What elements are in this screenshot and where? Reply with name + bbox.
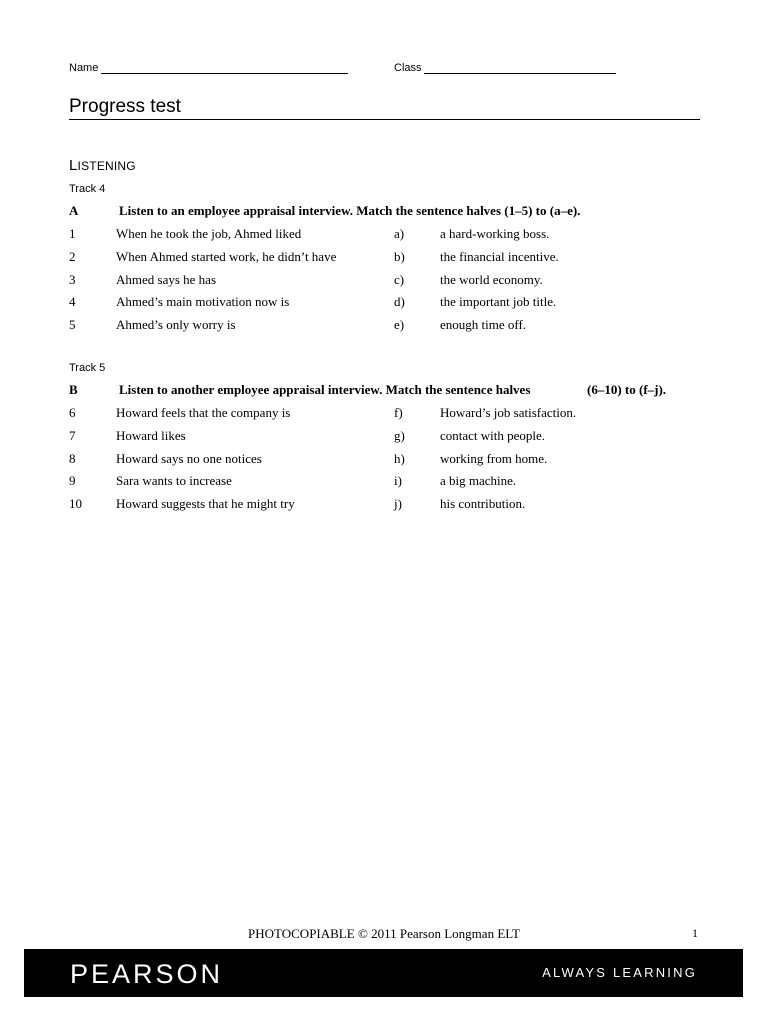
- item-letter: g): [394, 427, 405, 443]
- item-stem: When he took the job, Ahmed liked: [116, 226, 302, 241]
- item-number: 3: [69, 271, 76, 287]
- list-item: [0, 428, 768, 448]
- item-ending: the world economy.: [440, 271, 543, 287]
- list-item: [0, 405, 768, 425]
- item-letter: c): [394, 271, 405, 287]
- item-ending: the financial incentive.: [440, 248, 559, 264]
- copyright-text: PHOTOCOPIABLE © 2011 Pearson Longman ELT: [248, 926, 520, 941]
- item-stem: Howard suggests that he might try: [116, 496, 295, 512]
- item-ending: enough time off.: [440, 317, 527, 333]
- item-number: 5: [69, 317, 76, 333]
- task-instruction-b-range: (6–10) to (f–j).: [587, 382, 667, 397]
- item-ending: contact with people.: [440, 427, 546, 443]
- section-heading-cap: L: [69, 157, 78, 174]
- item-stem: When Ahmed started work, he didn’t have: [116, 248, 337, 264]
- page-number: 1: [692, 926, 698, 940]
- item-number: 8: [69, 450, 76, 466]
- list-item: [0, 249, 768, 269]
- item-stem: Howard feels that the company is: [116, 405, 291, 420]
- item-number: 1: [69, 226, 76, 241]
- list-item: [0, 226, 768, 246]
- name-line: [101, 73, 348, 74]
- item-number: 4: [69, 294, 76, 310]
- list-item: [0, 451, 768, 471]
- item-stem: Howard says no one notices: [116, 450, 262, 466]
- item-stem: Ahmed’s main motivation now is: [116, 294, 290, 310]
- item-ending: the important job title.: [440, 294, 557, 310]
- task-letter-b: B: [69, 382, 78, 397]
- class-line: [424, 73, 616, 74]
- item-letter: e): [394, 317, 405, 333]
- task-letter-a: A: [69, 203, 79, 218]
- item-ending: a hard-working boss.: [440, 226, 550, 241]
- item-stem: Ahmed says he has: [116, 271, 217, 287]
- item-letter: h): [394, 450, 405, 466]
- item-letter: i): [394, 473, 402, 489]
- item-stem: Ahmed’s only worry is: [116, 317, 236, 333]
- class-label: Class: [394, 62, 422, 74]
- title-rule: [69, 119, 700, 120]
- list-item: [0, 294, 768, 314]
- item-number: 7: [69, 427, 76, 443]
- page-title: Progress test: [69, 96, 181, 117]
- section-heading-rest: ISTENING: [77, 159, 136, 173]
- list-item: [0, 272, 768, 292]
- item-letter: b): [394, 248, 405, 264]
- item-ending: Howard’s job satisfaction.: [440, 405, 577, 420]
- list-item: [0, 496, 768, 516]
- list-item: [0, 473, 768, 493]
- item-ending: his contribution.: [440, 496, 526, 512]
- item-letter: j): [394, 496, 402, 512]
- section-heading: [69, 157, 136, 174]
- item-ending: working from home.: [440, 450, 548, 466]
- item-letter: d): [394, 294, 405, 310]
- name-label: Name: [69, 62, 99, 74]
- item-number: 10: [69, 496, 82, 512]
- item-number: 6: [69, 405, 76, 420]
- item-stem: Howard likes: [116, 427, 186, 443]
- pearson-logo: PEARSON: [70, 959, 224, 989]
- track-label-b: Track 5: [69, 362, 106, 374]
- item-ending: a big machine.: [440, 473, 517, 489]
- item-letter: a): [394, 226, 405, 241]
- task-instruction-b: Listen to another employee appraisal interview. Match the sentence halves: [119, 382, 531, 397]
- pearson-banner: [24, 949, 743, 997]
- item-letter: f): [394, 405, 403, 420]
- item-number: 9: [69, 473, 76, 489]
- item-number: 2: [69, 248, 76, 264]
- item-stem: Sara wants to increase: [116, 473, 232, 489]
- task-instruction-a: Listen to an employee appraisal interview. Match the sentence halves (1–5) to (a–e).: [119, 203, 581, 218]
- track-label-a: Track 4: [69, 183, 106, 195]
- list-item: [0, 317, 768, 337]
- always-learning-tagline: ALWAYS LEARNING: [542, 965, 697, 980]
